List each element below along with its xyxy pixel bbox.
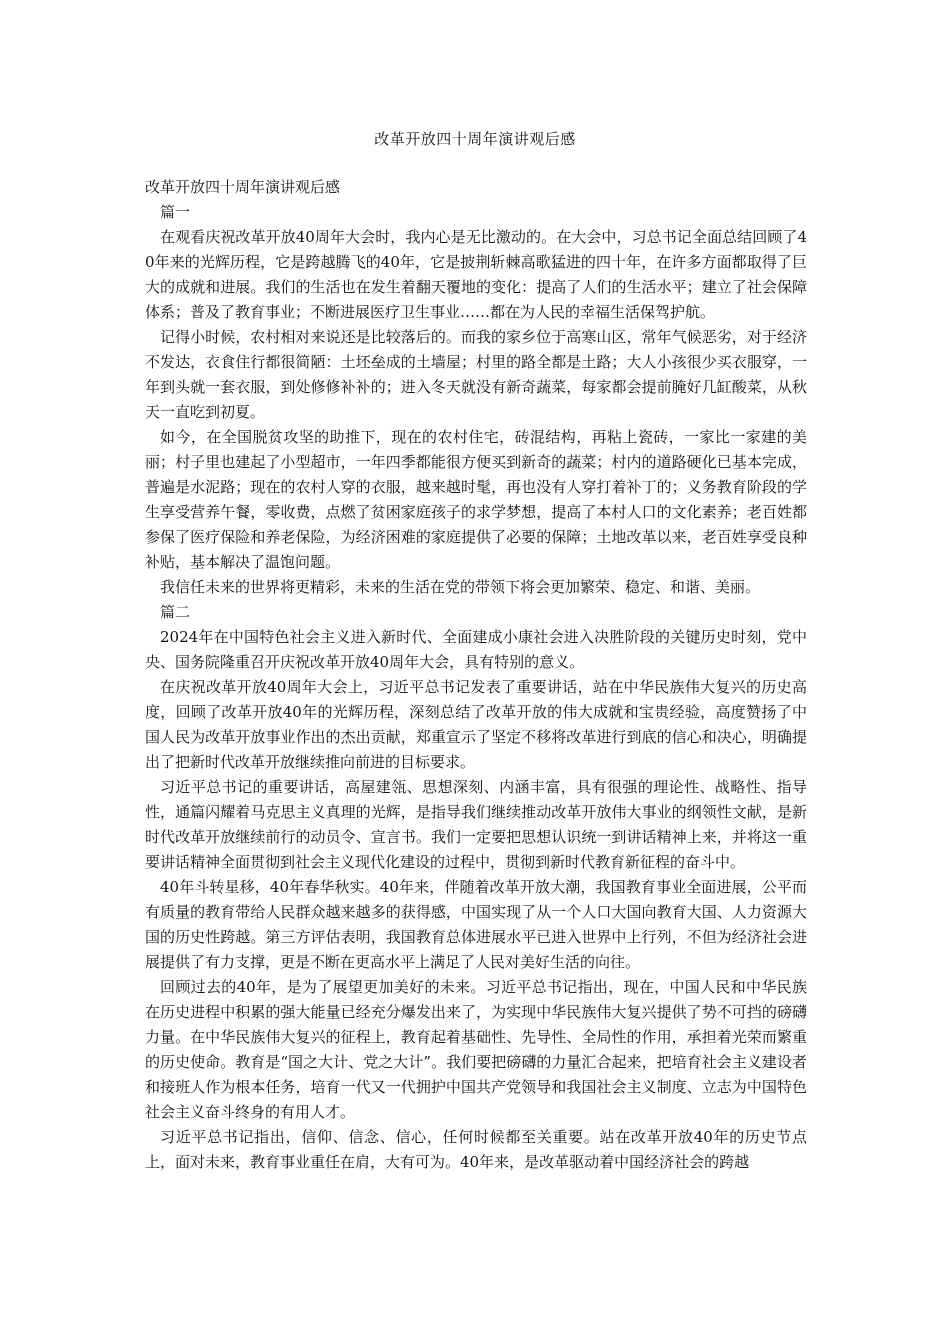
page-title: 改革开放四十周年演讲观后感 <box>374 130 576 148</box>
document-body <box>145 175 807 1175</box>
paragraph: 记得小时候，农村相对来说还是比较落后的。而我的家乡位于高寒山区，常年气候恶劣，对于经济不发达，衣食住行都很简陋：土坯垒成的土墙屋；村里的路全都是土路；大人小孩很少买衣服穿，一年到头就一套衣服，到处修修补补的；进入冬天就没有新奇蔬菜，每家都会提前腌好几缸酸菜，从秋天一直吃到初夏。 <box>145 328 807 421</box>
paragraph: 习近平总书记的重要讲话，高屋建瓴、思想深刻、内涵丰富，具有很强的理论性、战略性、指导性，通篇闪耀着马克思主义真理的光辉，是指导我们继续推动改革开放伟大事业的纲领性文献，是新时代改革开放继续前行的动员令、宣言书。我们一定要把思想认识统一到讲话精神上来，并将这一重要讲话精神全面贯彻到社会主义现代化建设的过程中，贯彻到新时代教育新征程的奋斗中。 <box>145 778 807 871</box>
paragraph: 我信任未来的世界将更精彩，未来的生活在党的带领下将会更加繁荣、稳定、和谐、美丽。 <box>160 578 761 596</box>
section-heading-2: 篇二 <box>160 603 191 621</box>
paragraph: 2024年在中国特色社会主义进入新时代、全面建成小康社会进入决胜阶段的关键历史时刻，党中央、国务院隆重召开庆祝改革开放40周年大会，具有特别的意义。 <box>145 628 807 671</box>
paragraph: 如今，在全国脱贫攻坚的助推下，现在的农村住宅，砖混结构，再粘上瓷砖，一家比一家建的美丽；村子里也建起了小型超市，一年四季都能很方便买到新奇的蔬菜；村内的道路硬化已基本完成，普遍是水泥路；现在的农村人穿的衣服，越来越时髦，再也没有人穿打着补丁的；义务教育阶段的学生享受营养午餐，零收费，点燃了贫困家庭孩子的求学梦想，提高了本村人口的文化素养；老百姓都参保了医疗保险和养老保险，为经济困难的家庭提供了必要的保障；土地改革以来，老百姓享受良种补贴，基本解决了温饱问题。 <box>145 428 807 571</box>
document-subtitle: 改革开放四十周年演讲观后感 <box>145 178 341 196</box>
paragraph: 在庆祝改革开放40周年大会上，习近平总书记发表了重要讲话，站在中华民族伟大复兴的历史高度，回顾了改革开放40年的光辉历程，深刻总结了改革开放的伟大成就和宝贵经验，高度赞扬了中国人民为改革开放事业作出的杰出贡献，郑重宣示了坚定不移将改革进行到底的信心和决心，明确提出了把新时代改革开放继续推向前进的目标要求。 <box>145 678 807 771</box>
paragraph: 回顾过去的40年，是为了展望更加美好的未来。习近平总书记指出，现在，中国人民和中华民族在历史进程中积累的强大能量已经充分爆发出来了，为实现中华民族伟大复兴提供了势不可挡的磅礴力量。在中华民族伟大复兴的征程上，教育起着基础性、先导性、全局性的作用，承担着光荣而繁重的历史使命。教育是“国之大计、党之大计”。我们要把磅礴的力量汇合起来，把培育社会主义建设者和接班人作为根本任务，培育一代又一代拥护中国共产党领导和我国社会主义制度、立志为中国特色社会主义奋斗终身的有用人才。 <box>145 978 807 1121</box>
paragraph: 习近平总书记指出，信仰、信念、信心，任何时候都至关重要。站在改革开放40年的历史节点上，面对未来，教育事业重任在肩，大有可为。40年来，是改革驱动着中国经济社会的跨越 <box>145 1128 807 1171</box>
paragraph: 在观看庆祝改革开放40周年大会时，我内心是无比激动的。在大会中，习总书记全面总结回顾了40年来的光辉历程，它是跨越腾飞的40年，它是披荆斩棘高歌猛进的四十年，在许多方面都取得了巨大的成就和进展。我们的生活也在发生着翻天覆地的变化：提高了人们的生活水平；建立了社会保障体系；普及了教育事业；不断进展医疗卫生事业……都在为人民的幸福生活保驾护航。 <box>145 228 807 321</box>
section-heading-1: 篇一 <box>160 203 191 221</box>
paragraph: 40年斗转星移，40年春华秋实。40年来，伴随着改革开放大潮，我国教育事业全面进展，公平而有质量的教育带给人民群众越来越多的获得感，中国实现了从一个人口大国向教育大国、人力资源大国的历史性跨越。第三方评估表明，我国教育总体进展水平已进入世界中上行列，不但为经济社会进展提供了有力支撑，更是不断在更高水平上满足了人民对美好生活的向往。 <box>145 878 807 971</box>
